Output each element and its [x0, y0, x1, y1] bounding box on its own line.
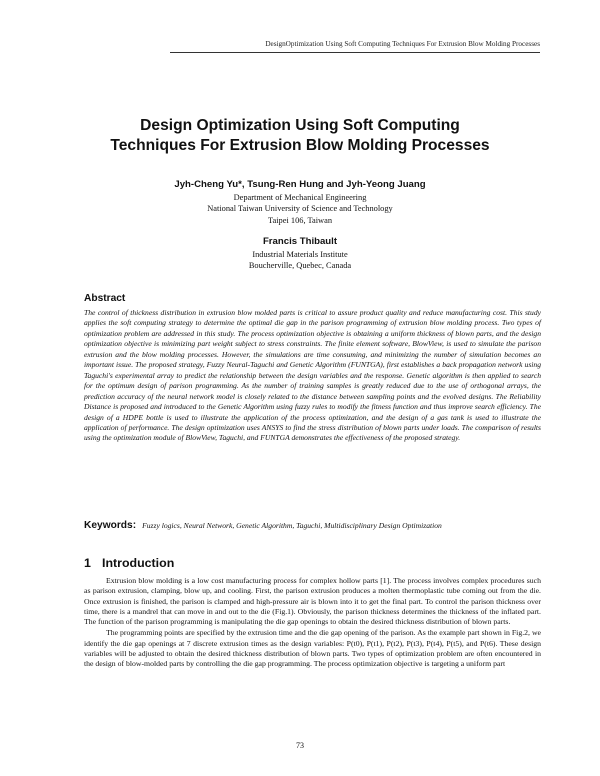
author-list-2: Francis Thibault — [262, 236, 338, 247]
title-line-2: Techniques For Extrusion Blow Molding Processes — [110, 136, 490, 154]
paragraph: The programming points are specified by the extrusion time and the die gap opening of the parison. As the example part shown in Fig.2, we identify the die gap openings at 7 discrete extrusion times as the design variables: P(t0), P(t1), P(t2), P(t3), P(t4), P(t5), and P(t6). These design variables will be adjusted to obtain the desired thickness distribution of blown parts. Two types of optimization problem are often encountered in the design of blow-molded parts by controlling the die gap programming. The process optimization objective is targeting a uniform part — [84, 628, 541, 669]
page-number: 73 — [296, 741, 304, 750]
affiliation-line: Industrial Materials Institute — [252, 250, 348, 259]
title-line-1: Design Optimization Using Soft Computing — [140, 117, 460, 134]
author-list-1: Jyh-Cheng Yu*, Tsung-Ren Hung and Jyh-Yeong Juang — [174, 179, 426, 190]
affiliation-1 — [60, 192, 540, 226]
section-number: 1 — [84, 556, 91, 570]
paragraph: Extrusion blow molding is a low cost manufacturing process for complex hollow parts [1]. The process involves complex procedures such as parison extrusion, clamping, blow up, and cooling. First, the parison extrusion produces a molten thermoplastic tube coming out from the die. Once extrusion is finished, the parison is clamped and high-pressure air is blown into it to get the final part. To control the parison thickness over time, there is a mandrel that can move in and out to the die (Fig.1). Obviously, the parison thickness determines the thickness of the inflated part. The function of the parison programming is manipulating the die gap openings to obtain the desired thickness distribution of blown parts. — [84, 576, 541, 627]
header-rule — [170, 52, 540, 53]
keywords-text: Fuzzy logics, Neural Network, Genetic Algorithm, Taguchi, Multidisciplinary Design Optimization — [142, 521, 442, 530]
affiliation-line: Boucherville, Quebec, Canada — [248, 261, 352, 271]
affiliation-line: National Taiwan University of Science and Technology — [207, 204, 393, 214]
keywords — [84, 515, 541, 533]
introduction-body — [84, 576, 541, 670]
affiliation-line: Department of Mechanical Engineering — [233, 193, 367, 202]
abstract-text: The control of thickness distribution in extrusion blow molded parts is critical to assure product quality and reduce manufacturing cost. This study applies the soft computing strategy to determine the optimal die gap in the parison programming of extrusion blow molding process. Two types of optimization problem are addressed in this study. The process optimization objective is obtaining a uniform thickness of blown parts, and the design optimization objective is minimizing part weight subject to stress constraints. The finite element software, BlowView, is used to simulate the parison extrusion and the blow molding processes. However, the simulations are time consuming, and minimizing the number of simulation becomes an important issue. The proposed strategy, Fuzzy Neural-Taguchi and Genetic Algorithm (FUNTGA), first establishes a back propagation network using Taguchi's experimental array to predict the relationship between the design variables and the response. Genetic algorithm is then applied to search for the optimum design of parison programming. As the number of training samples is greatly reduced due to the use of orthogonal arrays, the prediction accuracy of the neural network model is closely related to the distance between sampling points and the evolved designs. The Reliability Distance is proposed and introduced to the Genetic Algorithm using fuzzy rules to modify the fitness function and thus improve search efficiency. The design of a HDPE bottle is used to illustrate the application of the process optimization, and the design of a gas tank is used to illustrate the application of performance. The design optimization uses ANSYS to find the stress distribution of blown parts under loads. The comparison of results using the optimization module of BlowView, Taguchi, and FUNTGA demonstrates the effectiveness of the proposed strategy. — [84, 308, 541, 443]
keywords-label: Keywords: — [84, 520, 137, 531]
abstract-heading: Abstract — [84, 293, 126, 304]
paper-title — [60, 116, 540, 155]
introduction-heading — [84, 556, 174, 570]
section-title: Introduction — [102, 556, 175, 570]
affiliation-line: Taipei 106, Taiwan — [267, 215, 333, 225]
running-header: DesignOptimization Using Soft Computing Techniques For Extrusion Blow Molding Processes — [265, 40, 540, 48]
affiliation-2 — [60, 249, 540, 272]
